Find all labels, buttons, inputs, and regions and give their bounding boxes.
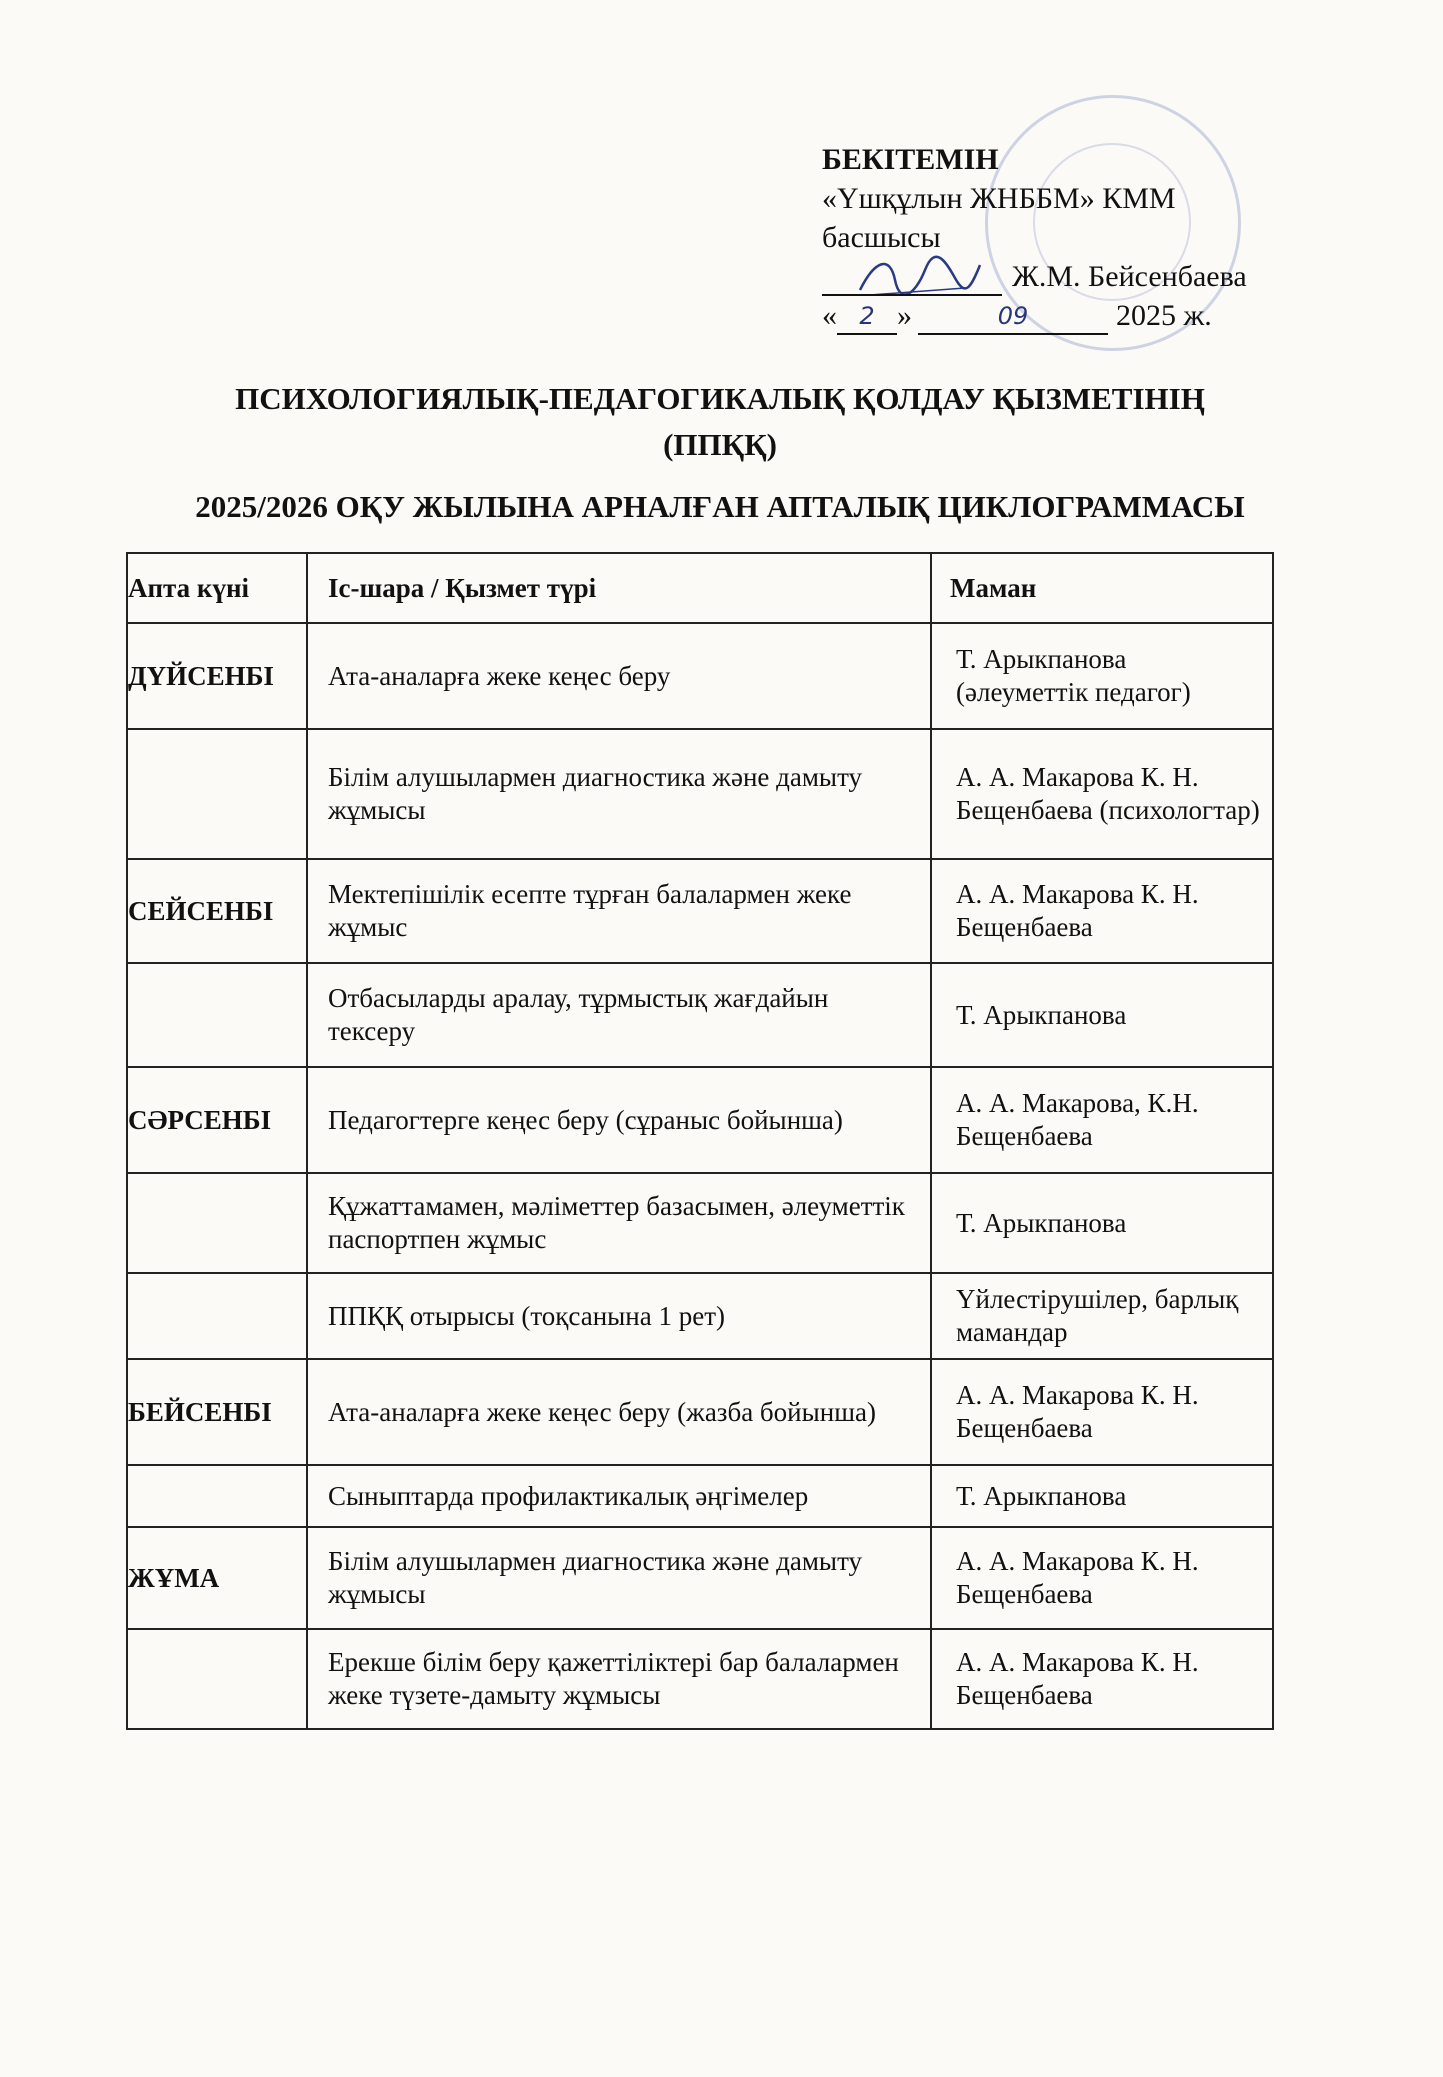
table-row [127,1067,1273,1173]
document-title-line2: (ППҚҚ) [663,427,777,462]
row-specialist: Т. Арыкпанова [931,963,1273,1067]
row-day [127,1173,307,1273]
row-activity: Отбасыларды аралау, тұрмыстық жағдайын тексеру [307,963,931,1067]
table-row [127,729,1273,859]
row-activity: Педагогтерге кеңес беру (сұраныс бойынша) [307,1067,931,1173]
table-row [127,623,1273,729]
row-day [127,963,307,1067]
approval-block [822,140,1282,335]
approval-heading: БЕКІТЕМІН [822,143,999,176]
header-day: Апта күні [127,553,307,623]
date-close-quote: » [897,299,912,332]
table-row [127,1527,1273,1629]
row-specialist: А. А. Макарова К. Н. Бещенбаева [931,1359,1273,1465]
row-day: БЕЙСЕНБІ [127,1359,307,1465]
approval-date [822,296,1282,335]
approval-signer: Ж.М. Бейсенбаева [1012,260,1247,293]
header-specialist: Маман [931,553,1273,623]
approval-organization: «Үшқұлын ЖНББМ» КММ [822,182,1176,215]
row-day: ЖҰМА [127,1527,307,1629]
signature-line [822,257,1282,296]
row-specialist: А. А. Макарова К. Н. Бещенбаева [931,1527,1273,1629]
row-day: СЕЙСЕНБІ [127,859,307,963]
row-activity: ППҚҚ отырысы (тоқсанына 1 рет) [307,1273,931,1359]
row-day: ДҮЙСЕНБІ [127,623,307,729]
date-day: 2 [837,299,897,335]
table-row [127,1173,1273,1273]
approval-position: басшысы [822,221,941,254]
row-day [127,1273,307,1359]
table-row [127,1465,1273,1527]
table-row [127,963,1273,1067]
row-activity: Мектепішілік есепте тұрған балалармен жеке жұмыс [307,859,931,963]
row-specialist: А. А. Макарова К. Н. Бещенбаева [931,1629,1273,1729]
row-specialist: Т. Арыкпанова [931,1173,1273,1273]
row-day [127,1465,307,1527]
date-year: 2025 ж. [1116,299,1212,332]
signature-blank [822,260,1002,296]
header-activity: Іс-шара / Қызмет түрі [307,553,931,623]
date-month: 09 [918,299,1108,335]
row-specialist: Т. Арыкпанова [931,1465,1273,1527]
table-row [127,1359,1273,1465]
document-title-line1: ПСИХОЛОГИЯЛЫҚ-ПЕДАГОГИКАЛЫҚ ҚОЛДАУ ҚЫЗМЕТІНІҢ [235,381,1205,416]
row-activity: Құжаттамамен, мәліметтер базасымен, әлеуметтік паспортпен жұмыс [307,1173,931,1273]
table-row [127,1629,1273,1729]
table-row [127,859,1273,963]
row-specialist: А. А. Макарова К. Н. Бещенбаева (психологтар) [931,729,1273,859]
row-activity: Сыныптарда профилактикалық әңгімелер [307,1465,931,1527]
table-row [127,1273,1273,1359]
row-day: СӘРСЕНБІ [127,1067,307,1173]
document-title-line3: 2025/2026 ОҚУ ЖЫЛЫНА АРНАЛҒАН АПТАЛЫҚ ЦИКЛОГРАММАСЫ [195,489,1245,524]
row-activity: Білім алушылармен диагностика және дамыту жұмысы [307,729,931,859]
row-specialist: Үйлестірушілер, барлық мамандар [931,1273,1273,1359]
row-activity: Ерекше білім беру қажеттіліктері бар балалармен жеке түзете-дамыту жұмысы [307,1629,931,1729]
row-specialist: А. А. Макарова К. Н. Бещенбаева [931,859,1273,963]
row-specialist: А. А. Макарова, К.Н. Бещенбаева [931,1067,1273,1173]
row-day [127,729,307,859]
table-header-row [127,553,1273,623]
cyclogram-table [126,552,1274,1730]
row-activity: Білім алушылармен диагностика және дамыту жұмысы [307,1527,931,1629]
date-open-quote: « [822,299,837,332]
row-day [127,1629,307,1729]
row-specialist: Т. Арыкпанова (әлеуметтік педагог) [931,623,1273,729]
row-activity: Ата-аналарға жеке кеңес беру (жазба бойынша) [307,1359,931,1465]
row-activity: Ата-аналарға жеке кеңес беру [307,623,931,729]
